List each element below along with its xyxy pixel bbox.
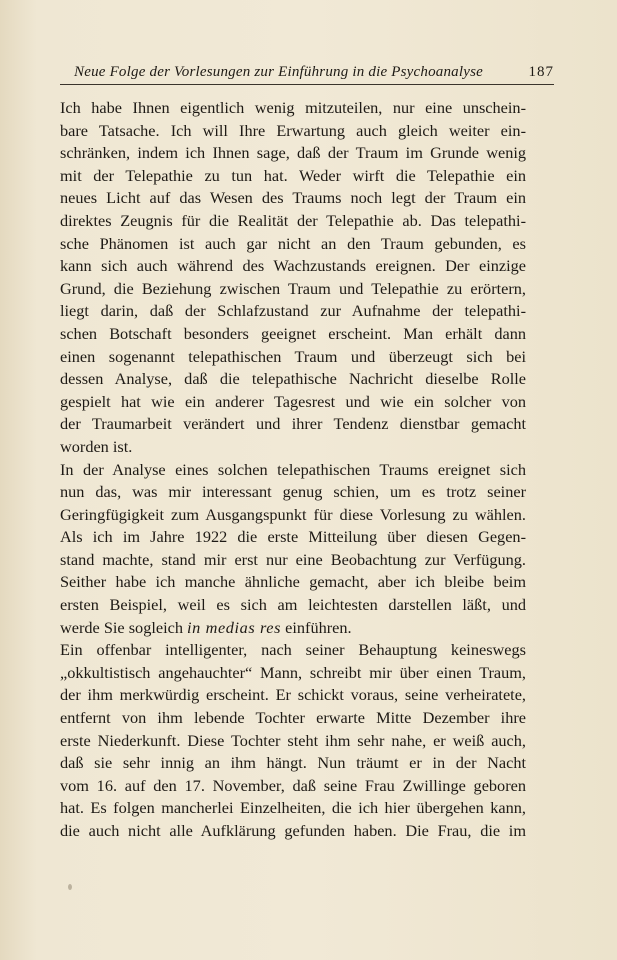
text-line: Grund, die Beziehung zwischen Traum und Telepathie zu erörtern, <box>60 278 526 298</box>
text-line: der Traumarbeit verändert und ihrer Tendenz dienstbar gemacht <box>60 414 526 434</box>
page-header <box>60 62 554 85</box>
running-title: Neue Folge der Vorlesungen zur Einführung in die Psychoanalyse <box>74 64 483 80</box>
italic-phrase: in medias res <box>187 617 282 637</box>
text-line: entfernt von ihm lebende Tochter erwarte Mitte Dezember ihre <box>60 708 526 728</box>
text-line: dessen Analyse, daß die telepathische Nachricht dieselbe Rolle <box>60 369 526 389</box>
text-line: Seither habe ich manche ähnliche gemacht, aber ich bleibe beim <box>60 572 526 592</box>
text-line: nun das, was mir interessant genug schien, um es trotz seiner <box>60 482 526 502</box>
text-line: Ein offenbar intelligenter, nach seiner Behauptung keineswegs <box>60 640 526 660</box>
text-line: die auch nicht alle Aufklärung gefunden haben. Die Frau, die im <box>60 821 526 840</box>
paragraph-1 <box>60 97 526 459</box>
text-line: „okkultistisch angehauchter“ Mann, schreibt mir über einen Traum, <box>60 662 526 682</box>
paragraph-2 <box>60 459 526 640</box>
text-line: Als ich im Jahre 1922 die erste Mitteilung über diesen Gegen- <box>60 527 526 547</box>
text-line: sche Phänomen ist auch gar nicht an den Traum gebunden, es <box>60 233 526 253</box>
text-line: der ihm merkwürdig erscheint. Er schickt voraus, seine verheiratete, <box>60 685 526 705</box>
paragraph-3 <box>60 639 526 842</box>
text-line: bare Tatsache. Ich will Ihre Erwartung auch gleich weiter ein- <box>60 120 526 140</box>
text-line: daß sie sehr innig an ihm hängt. Nun träumt er in der Nacht <box>60 753 526 773</box>
body-text <box>60 97 526 843</box>
text-line: erste Niederkunft. Diese Tochter steht ihm sehr nahe, er weiß auch, <box>60 730 526 750</box>
text-fragment: einführen. <box>281 617 352 637</box>
text-line: stand machte, stand mir erst nur eine Beobachtung zur Verfügung. <box>60 549 526 569</box>
text-line: einen sogenannt telepathischen Traum und überzeugt sich bei <box>60 346 526 366</box>
text-line: direktes Zeugnis für die Realität der Telepathie ab. Das telepathi- <box>60 210 526 230</box>
text-line: In der Analyse eines solchen telepathischen Traums ereignet sich <box>60 459 526 479</box>
text-fragment: werde Sie sogleich <box>60 617 188 637</box>
paper-speck <box>68 884 72 890</box>
text-line: schen Botschaft besonders geeignet erscheint. Man erhält dann <box>60 323 526 343</box>
text-line: gespielt hat wie ein anderer Tagesrest und wie ein solcher von <box>60 391 526 411</box>
text-line: neues Licht auf das Wesen des Traums noch legt der Traum ein <box>60 188 526 208</box>
page-number: 187 <box>528 64 554 80</box>
text-line: liegt darin, daß der Schlafzustand zur Aufnahme der telepathi- <box>60 301 526 321</box>
text-line: Geringfügigkeit zum Ausgangspunkt für diese Vorlesung zu wählen. <box>60 504 526 524</box>
text-line: vom 16. auf den 17. November, daß seine Frau Zwillinge geboren <box>60 775 526 795</box>
text-line: schränken, indem ich Ihnen sage, daß der Traum im Grunde wenig <box>60 143 526 163</box>
text-line: ersten Beispiel, weil es sich am leichtesten darstellen läßt, und <box>60 595 526 615</box>
text-line: mit der Telepathie zu tun hat. Weder wirft die Telepathie ein <box>60 165 526 185</box>
text-line: Ich habe Ihnen eigentlich wenig mitzuteilen, nur eine unschein- <box>60 98 526 117</box>
text-line-with-italic <box>60 617 526 640</box>
text-line: hat. Es folgen mancherlei Einzelheiten, die ich hier übergehen kann, <box>60 798 526 818</box>
text-line: worden ist. <box>60 436 133 456</box>
text-line: kann sich auch während des Wachzustands ereignen. Der einzige <box>60 256 526 276</box>
